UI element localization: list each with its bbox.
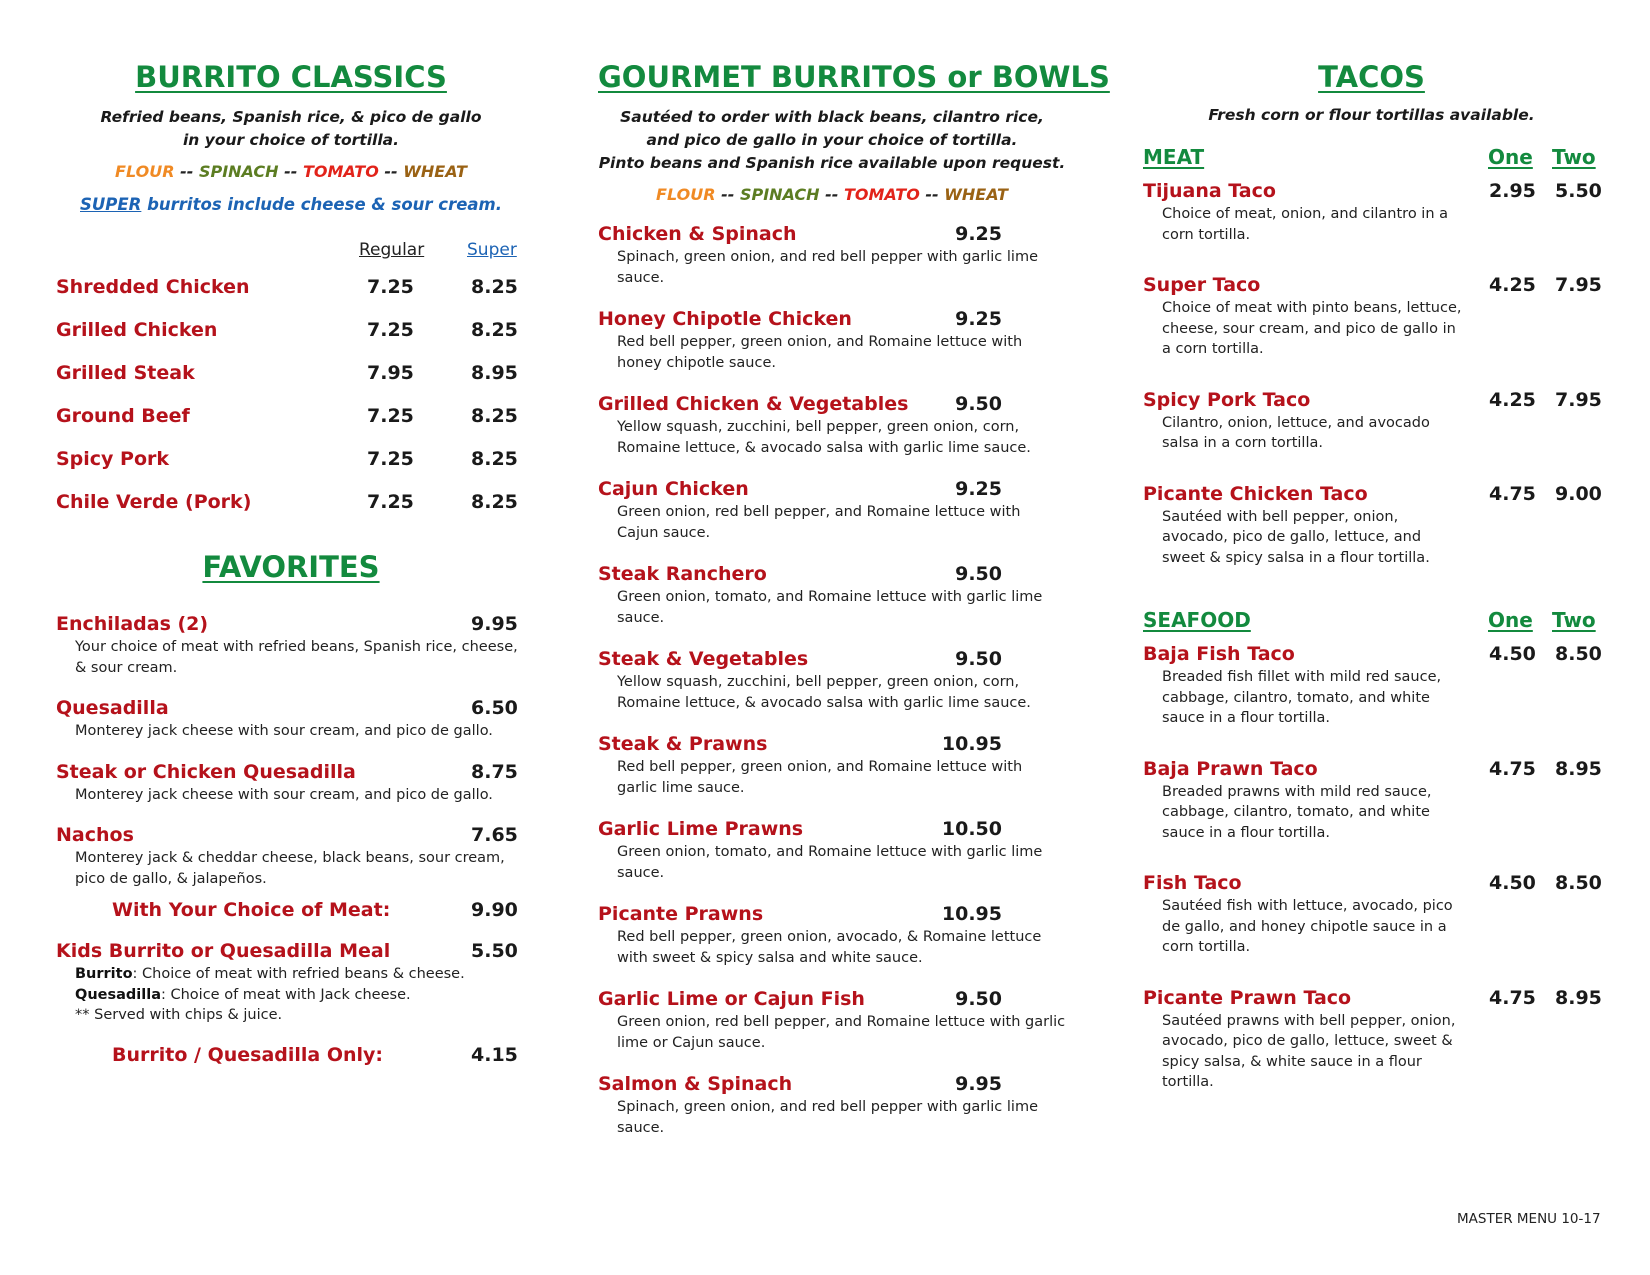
item-name: Honey Chipotle Chicken: [598, 308, 852, 330]
burrito-row: [56, 311, 526, 354]
item-name: Steak & Vegetables: [598, 648, 809, 670]
taco-item: [1143, 482, 1600, 569]
gourmet-list: [598, 222, 1066, 1138]
item-description: Yellow squash, zucchini, bell pepper, green onion, corn, Romaine lettuce, & avocado salsa with garlic lime sauce.: [617, 419, 1031, 456]
price-one: 2.95: [1489, 180, 1536, 202]
taco-item: [1143, 986, 1600, 1093]
burrito-row: [56, 354, 526, 397]
item-description: Red bell pepper, green onion, and Romaine lettuce with garlic lime sauce.: [617, 759, 1023, 796]
item-description: Green onion, red bell pepper, and Romaine lettuce with garlic lime or Cajun sauce.: [617, 1014, 1066, 1051]
menu-item: [598, 562, 1066, 628]
item-price: 6.50: [471, 697, 518, 719]
item-name: Grilled Chicken & Vegetables: [598, 393, 909, 415]
item-description: Spinach, green onion, and red bell pepper with garlic lime sauce.: [617, 249, 1038, 286]
tortilla-options: FLOUR -- SPINACH -- TOMATO -- WHEAT: [115, 162, 467, 181]
menu-item: [56, 696, 526, 742]
price-two: 8.50: [1555, 643, 1602, 665]
item-description: Red bell pepper, green onion, avocado, & Romaine lettuce with sweet & spicy salsa and white sauce.: [617, 929, 1042, 966]
item-description: Choice of meat, onion, and cilantro in a corn tortilla.: [1162, 206, 1449, 243]
burrito-row: [56, 397, 526, 440]
super-price: 8.25: [471, 448, 518, 470]
item-description: Sautéed with bell pepper, onion, avocado, pico de gallo, lettuce, and sweet & spicy salsa in a flour tortilla.: [1162, 508, 1430, 566]
burrito-row: [56, 268, 526, 311]
menu-item: [56, 612, 526, 678]
item-description: Monterey jack & cheddar cheese, black beans, sour cream, pico de gallo, & jalapeños.: [75, 850, 505, 887]
burrito-row: [56, 483, 526, 526]
item-name: Garlic Lime or Cajun Fish: [598, 988, 865, 1010]
item-name: Grilled Chicken: [56, 319, 218, 341]
burrito-classics-title: BURRITO CLASSICS: [135, 60, 447, 94]
favorites-list: [56, 612, 526, 889]
super-label: Super: [467, 240, 517, 260]
menu-item: [598, 222, 1066, 288]
item-price: 10.95: [941, 903, 1002, 925]
item-price: 9.25: [955, 223, 1002, 245]
item-price: 9.50: [955, 648, 1002, 670]
item-price: 9.95: [471, 613, 518, 635]
regular-price: 7.25: [367, 276, 414, 298]
item-name: Tijuana Taco: [1143, 180, 1276, 202]
taco-item: [1143, 871, 1600, 958]
menu-item: [56, 823, 526, 889]
seafood-taco-list: [1143, 642, 1600, 1093]
item-name: Picante Chicken Taco: [1143, 482, 1368, 505]
item-name: Quesadilla: [56, 697, 169, 719]
menu-item: [598, 732, 1066, 798]
item-description: Monterey jack cheese with sour cream, and pico de gallo.: [75, 786, 493, 803]
price-one: 4.75: [1489, 757, 1536, 780]
menu-item: [598, 647, 1066, 713]
taco-item: [1143, 179, 1600, 245]
menu-item: [598, 987, 1066, 1053]
item-price: 10.95: [941, 733, 1002, 755]
kids-meal-item: Kids Burrito or Quesadilla Meal 5.50 Burrito: Choice of meat with refried beans & cheese. Quesadilla: Choice of meat with Jack cheese. ** Served with chips & juice.: [56, 940, 518, 1023]
regular-price: 7.25: [367, 491, 414, 513]
item-name: Grilled Steak: [56, 362, 195, 384]
item-price: 10.50: [941, 818, 1002, 840]
taco-item: [1143, 388, 1600, 454]
item-price: 9.95: [955, 1073, 1002, 1095]
tacos-title: TACOS: [1318, 60, 1425, 94]
price-two: 7.95: [1555, 274, 1602, 296]
menu-item: [598, 1072, 1066, 1138]
item-name: Chile Verde (Pork): [56, 491, 252, 513]
gourmet-title: GOURMET BURRITOS or BOWLS: [598, 60, 1110, 94]
item-name: Picante Prawns: [598, 903, 764, 925]
super-price: 8.25: [471, 491, 518, 513]
burrito-row: [56, 440, 526, 483]
item-price: 9.50: [955, 563, 1002, 585]
menu-item: [598, 392, 1066, 458]
item-description: Green onion, red bell pepper, and Romaine lettuce with Cajun sauce.: [617, 504, 1021, 541]
column-burrito-classics: [56, 60, 526, 1084]
item-name: Shredded Chicken: [56, 276, 250, 298]
regular-price: 7.25: [367, 405, 414, 427]
regular-price: 7.25: [367, 319, 414, 341]
footer-version: MASTER MENU 10-17: [1457, 1211, 1601, 1227]
price-one: 4.25: [1489, 388, 1536, 411]
price-one: 4.50: [1489, 872, 1536, 894]
regular-price: 7.95: [367, 362, 414, 384]
kids-only-row: Burrito / Quesadilla Only: 4.15: [112, 1043, 518, 1066]
item-price: 8.75: [471, 760, 518, 783]
item-name: Super Taco: [1143, 274, 1261, 296]
column-gourmet: [598, 60, 1110, 1157]
meat-header: MEAT One Two: [1143, 145, 1596, 169]
price-one: 4.25: [1489, 274, 1536, 296]
column-tacos: [1143, 60, 1600, 1121]
item-name: Baja Fish Taco: [1143, 643, 1295, 665]
menu-item: [598, 477, 1066, 543]
menu-item: [598, 817, 1066, 883]
item-description: Green onion, tomato, and Romaine lettuce with garlic lime sauce.: [617, 844, 1043, 881]
item-name: Baja Prawn Taco: [1143, 757, 1318, 780]
price-one: 4.75: [1489, 482, 1536, 505]
favorites-title: FAVORITES: [202, 550, 380, 584]
price-one: 4.75: [1489, 986, 1536, 1009]
tacos-intro: Fresh corn or flour tortillas available.: [1208, 106, 1535, 124]
item-name: Steak or Chicken Quesadilla: [56, 760, 356, 783]
price-two: 8.95: [1555, 986, 1602, 1009]
item-description: Sautéed prawns with bell pepper, onion, avocado, pico de gallo, lettuce, sweet & spicy salsa, & white sauce in a flour tortilla.: [1162, 1012, 1456, 1090]
item-price: 9.25: [955, 478, 1002, 500]
item-description: Monterey jack cheese with sour cream, and pico de gallo.: [75, 723, 493, 739]
item-name: Ground Beef: [56, 405, 190, 427]
price-two: 7.95: [1555, 388, 1602, 411]
taco-item: [1143, 273, 1600, 360]
item-description: Spinach, green onion, and red bell pepper with garlic lime sauce.: [617, 1099, 1038, 1136]
price-two: 9.00: [1555, 482, 1602, 505]
price-one: 4.50: [1489, 643, 1536, 665]
burrito-list: [56, 268, 526, 526]
price-two: 8.50: [1555, 872, 1602, 894]
item-name: Fish Taco: [1143, 872, 1242, 894]
item-name: Picante Prawn Taco: [1143, 986, 1352, 1009]
item-price: 9.50: [955, 393, 1002, 415]
item-name: Chicken & Spinach: [598, 223, 797, 245]
item-price: 9.50: [955, 988, 1002, 1010]
item-description: Sautéed fish with lettuce, avocado, pico de gallo, and honey chipotle sauce in a corn tortilla.: [1162, 898, 1453, 955]
price-two: 8.95: [1555, 757, 1602, 780]
super-price: 8.25: [471, 319, 518, 341]
item-name: Nachos: [56, 824, 134, 846]
regular-label: Regular: [359, 240, 425, 260]
item-name: Cajun Chicken: [598, 478, 749, 500]
burrito-classics-intro: Refried beans, Spanish rice, & pico de gallo in your choice of tortilla.: [100, 108, 482, 149]
item-name: Spicy Pork Taco: [1143, 388, 1311, 411]
taco-item: [1143, 642, 1600, 729]
super-price: 8.25: [471, 405, 518, 427]
gourmet-intro: Sautéed to order with black beans, cilantro rice, and pico de gallo in your choice of tortilla. Pinto beans and Spanish rice available upon request.: [598, 108, 1066, 172]
super-price: 8.25: [471, 276, 518, 298]
menu-item: [56, 760, 526, 806]
regular-price: 7.25: [367, 448, 414, 470]
price-two: 5.50: [1555, 180, 1602, 202]
nachos-meat-row: With Your Choice of Meat: 9.90: [112, 899, 518, 921]
item-name: Salmon & Spinach: [598, 1073, 793, 1095]
price-header: [56, 240, 526, 268]
item-price: 7.65: [471, 824, 518, 846]
item-description: Red bell pepper, green onion, and Romaine lettuce with honey chipotle sauce.: [617, 334, 1023, 371]
item-description: Breaded prawns with mild red sauce, cabbage, cilantro, tomato, and white sauce in a flour tortilla.: [1162, 783, 1432, 841]
item-name: Garlic Lime Prawns: [598, 818, 804, 840]
item-description: Cilantro, onion, lettuce, and avocado salsa in a corn tortilla.: [1162, 414, 1430, 451]
item-description: Yellow squash, zucchini, bell pepper, green onion, corn, Romaine lettuce, & avocado salsa with garlic lime sauce.: [617, 674, 1031, 711]
item-description: Choice of meat with pinto beans, lettuce, cheese, sour cream, and pico de gallo in a corn tortilla.: [1162, 300, 1462, 357]
item-name: Steak & Prawns: [598, 733, 768, 755]
item-name: Steak Ranchero: [598, 563, 767, 585]
super-note: SUPER burritos include cheese & sour cream.: [80, 195, 502, 214]
item-description: Green onion, tomato, and Romaine lettuce with garlic lime sauce.: [617, 589, 1043, 626]
meat-taco-list: [1143, 179, 1600, 568]
gourmet-tortilla-options: FLOUR -- SPINACH -- TOMATO -- WHEAT: [656, 185, 1008, 204]
item-description: Breaded fish fillet with mild red sauce, cabbage, cilantro, tomato, and white sauce in a flour tortilla.: [1162, 669, 1442, 726]
super-price: 8.95: [471, 362, 518, 384]
taco-item: [1143, 757, 1600, 844]
item-name: Enchiladas (2): [56, 613, 209, 635]
seafood-header: SEAFOOD One Two: [1143, 608, 1596, 632]
menu-item: [598, 307, 1066, 373]
item-price: 9.25: [955, 308, 1002, 330]
item-name: Spicy Pork: [56, 448, 170, 470]
item-description: Your choice of meat with refried beans, Spanish rice, cheese, & sour cream.: [75, 639, 518, 676]
menu-item: [598, 902, 1066, 968]
